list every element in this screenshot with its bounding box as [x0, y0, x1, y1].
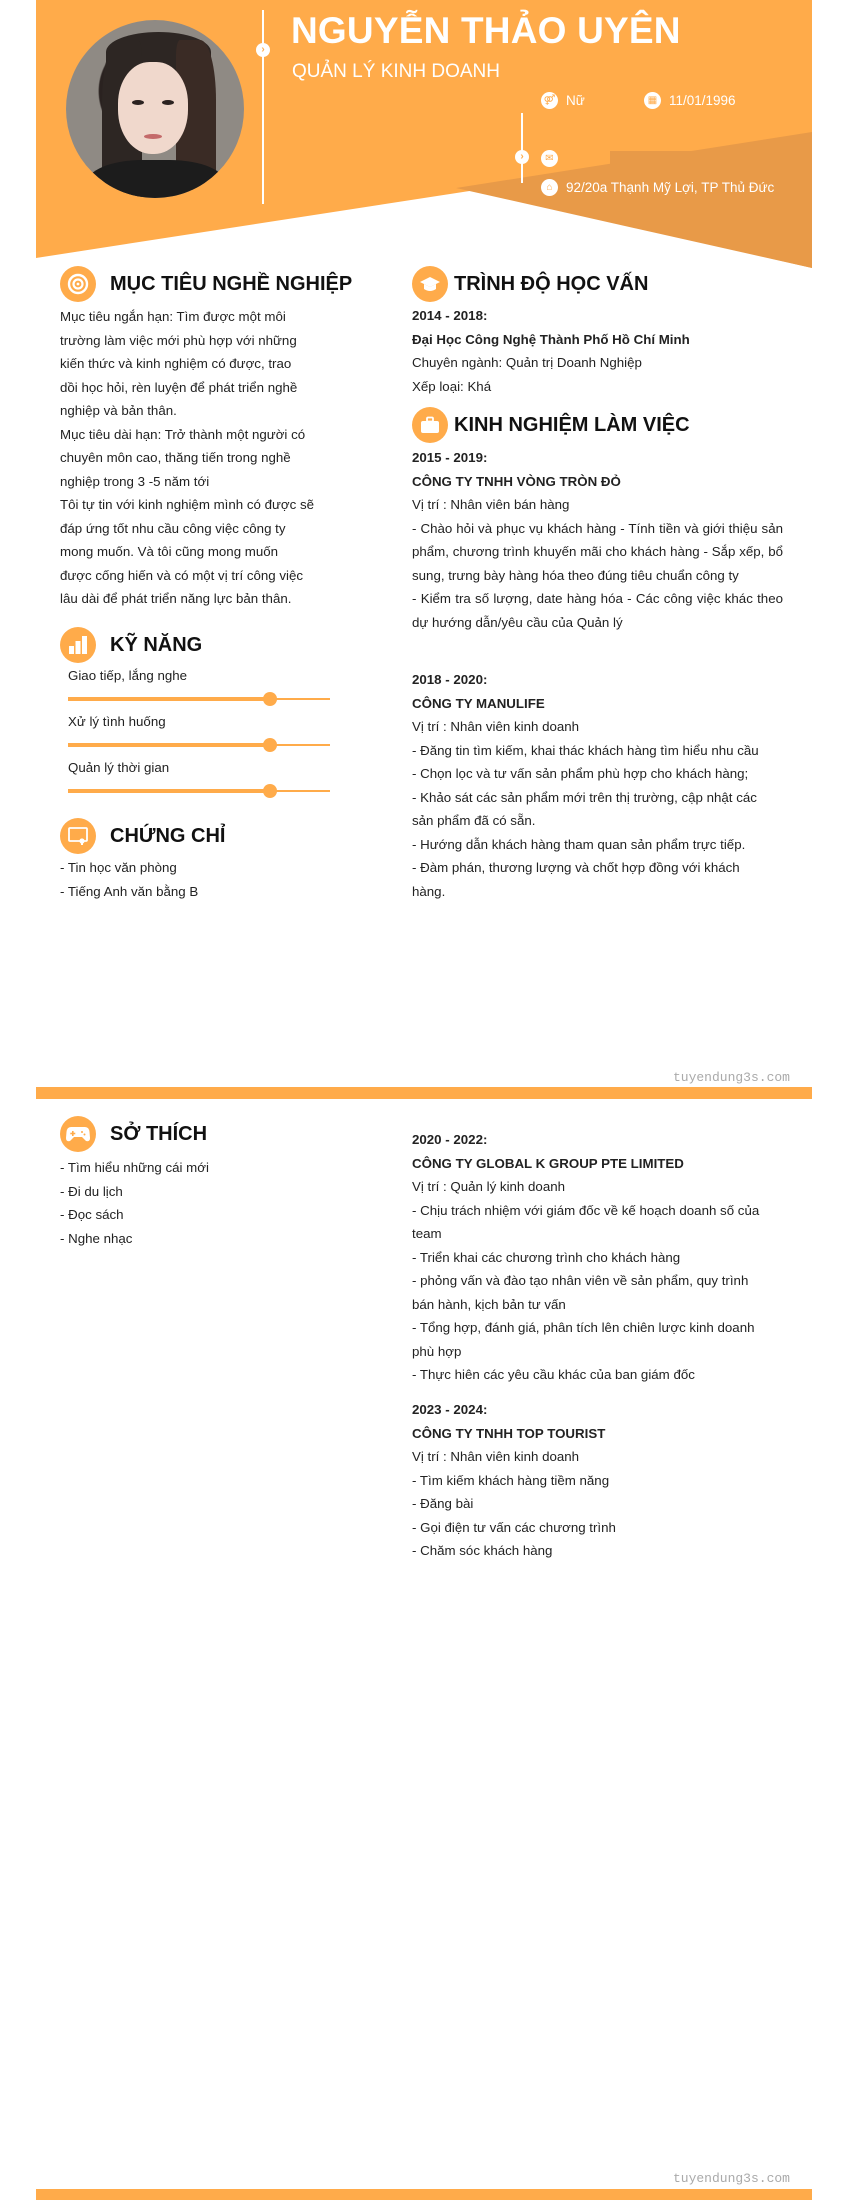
graduation-cap-icon — [412, 266, 448, 302]
target-icon — [60, 266, 96, 302]
calendar-icon: ▦ — [644, 92, 661, 109]
job-duty: - Chọn lọc và tư vấn sản phẩm phù hợp cho khách hàng; — [412, 766, 749, 781]
gender-icon: ⚤ — [541, 92, 558, 109]
experience-heading: KINH NGHIỆM LÀM VIỆC — [454, 413, 690, 436]
job-duty: - Gọi điện tư vấn các chương trình — [412, 1519, 616, 1535]
certificate-icon — [60, 818, 96, 854]
avatar — [66, 20, 244, 198]
objective-line: lâu dài để phát triển năng lực bản thân. — [60, 591, 292, 606]
objective-line: được cống hiến và có một vị trí công việc — [60, 567, 304, 583]
objective-line: nghiệp trong 3 -5 năm tới — [60, 473, 210, 489]
certificates-heading: CHỨNG CHỈ — [110, 824, 226, 847]
header-divider-line — [262, 10, 264, 204]
job-duty: - Kiểm tra số lượng, date hàng hóa - Các công việc khác theo dự hướng dẫn/yêu cầu của Quản lý — [412, 591, 783, 630]
job-duty: - Chào hỏi và phục vụ khách hàng - Tính tiền và giới thiệu sản phẩm, chương trình khuyến mãi cho khách hàng - Sắp xếp, bổ sung, trưng bày hàng hóa theo đúng tiêu chuẩn công ty — [412, 520, 783, 583]
cv-page-1 — [36, 0, 812, 1100]
address-info — [541, 179, 774, 196]
skill-knob — [263, 784, 277, 798]
candidate-job-title: QUẢN LÝ KINH DOANH — [292, 61, 500, 82]
hobbies-heading: SỞ THÍCH — [110, 1122, 208, 1145]
objective-line: đáp ứng tốt nhu cầu công việc công ty — [60, 520, 286, 536]
bar-chart-icon — [60, 627, 96, 663]
job-duty: - Chịu trách nhiệm với giám đốc về kế hoạch doanh số của team — [412, 1202, 760, 1241]
hobbies-list — [60, 1156, 350, 1250]
job-period: 2018 - 2020: — [412, 672, 488, 687]
home-icon: ⌂ — [541, 179, 558, 196]
certificate-item: - Tiếng Anh văn bằng B — [60, 883, 199, 899]
watermark: tuyendung3s.com — [672, 2171, 790, 2186]
job-position: Vị trí : Nhân viên kinh doanh — [412, 719, 580, 734]
skill-bar — [68, 784, 330, 798]
skill-item — [68, 668, 330, 706]
job-position: Vị trí : Nhân viên bán hàng — [412, 497, 570, 512]
job-period: 2015 - 2019: — [412, 450, 488, 465]
birthdate-info — [644, 92, 736, 109]
email-info — [541, 150, 566, 167]
chevron-right-icon: › — [515, 150, 529, 164]
job-position: Vị trí : Nhân viên kinh doanh — [412, 1449, 580, 1464]
certificate-item: - Tin học văn phòng — [60, 860, 177, 875]
objective-line: Tôi tự tin với kinh nghiệm mình có được sẽ — [60, 497, 314, 512]
email-redaction — [610, 151, 768, 165]
section-title-hobbies — [60, 1116, 207, 1152]
hobby-item: - Tìm hiểu những cái mới — [60, 1160, 209, 1175]
job-duty: - Tìm kiếm khách hàng tiềm năng — [412, 1472, 610, 1488]
experience-job — [412, 1128, 772, 1387]
cv-header — [36, 0, 812, 270]
skill-knob — [263, 738, 277, 752]
experience-job — [412, 668, 772, 903]
job-duty: - Triển khai các chương trình cho khách hàng — [412, 1249, 681, 1265]
envelope-icon: ✉ — [541, 150, 558, 167]
education-grade: Xếp loại: Khá — [412, 378, 492, 394]
gamepad-icon — [60, 1116, 96, 1152]
objective-heading: MỤC TIÊU NGHỀ NGHIỆP — [110, 272, 353, 295]
job-company: CÔNG TY TNHH TOP TOURIST — [412, 1425, 606, 1441]
job-period: 2023 - 2024: — [412, 1402, 488, 1417]
job-company: CÔNG TY GLOBAL K GROUP PTE LIMITED — [412, 1155, 684, 1171]
chevron-right-icon: › — [256, 43, 270, 57]
page-footer-bar — [36, 1087, 812, 1099]
objective-line: dồi học hỏi, rèn luyện để phát triển nghề — [60, 379, 298, 395]
job-duty: - Thực hiên các yêu cầu khác của ban giám đốc — [412, 1367, 695, 1382]
job-company: CÔNG TY TNHH VÒNG TRÒN ĐỎ — [412, 473, 621, 489]
skill-bar — [68, 738, 330, 752]
objective-text — [60, 305, 350, 611]
education-major: Chuyên ngành: Quản trị Doanh Nghiệp — [412, 355, 642, 370]
job-duty: - Đăng bài — [412, 1496, 474, 1511]
hobby-item: - Nghe nhạc — [60, 1230, 133, 1246]
objective-line: nghiệp và bản thân. — [60, 403, 177, 418]
job-duty: - Chăm sóc khách hàng — [412, 1543, 553, 1558]
objective-line: chuyên môn cao, thăng tiến trong nghề — [60, 450, 291, 465]
job-duty: - Khảo sát các sản phẩm mới trên thị trường, cập nhật các sản phẩm đã có sẵn. — [412, 789, 757, 828]
section-title-education — [412, 266, 648, 302]
objective-line: trường làm việc mới phù hợp với những — [60, 332, 297, 348]
briefcase-icon — [412, 407, 448, 443]
contact-divider-line — [521, 113, 523, 183]
job-position: Vị trí : Quản lý kinh doanh — [412, 1179, 565, 1194]
objective-line: Mục tiêu ngắn hạn: Tìm được một môi — [60, 309, 286, 324]
objective-line: mong muốn. Và tôi cũng mong muốn — [60, 544, 279, 559]
section-title-certificates — [60, 818, 225, 854]
hobby-item: - Đi du lịch — [60, 1183, 123, 1199]
page-footer-bar — [36, 2189, 812, 2200]
experience-job — [412, 1398, 772, 1563]
job-duty: - Đàm phán, thương lượng và chốt hợp đồng với khách hàng. — [412, 860, 740, 899]
education-details — [412, 304, 792, 398]
watermark: tuyendung3s.com — [672, 1070, 790, 1085]
address-value: 92/20a Thạnh Mỹ Lợi, TP Thủ Đức — [566, 180, 775, 195]
skill-label: Quản lý thời gian — [68, 760, 170, 775]
skill-knob — [263, 692, 277, 706]
skills-heading: KỸ NĂNG — [110, 633, 203, 656]
skill-bar — [68, 692, 330, 706]
education-school: Đại Học Công Nghệ Thành Phố Hồ Chí Minh — [412, 331, 690, 347]
gender-value: Nữ — [566, 93, 585, 108]
section-title-experience — [412, 407, 690, 443]
skill-item — [68, 714, 330, 752]
education-heading: TRÌNH ĐỘ HỌC VẤN — [454, 272, 649, 295]
birthdate-value: 11/01/1996 — [669, 93, 736, 108]
job-duty: - Hướng dẫn khách hàng tham quan sản phẩm trực tiếp. — [412, 836, 746, 852]
job-period: 2020 - 2022: — [412, 1132, 488, 1147]
job-duty: - Đăng tin tìm kiếm, khai thác khách hàng tìm hiểu nhu cầu — [412, 742, 759, 758]
experience-job — [412, 446, 783, 634]
section-title-objective — [60, 266, 352, 302]
certificates-list — [60, 856, 350, 903]
skill-label: Xử lý tình huống — [68, 714, 166, 729]
candidate-name: NGUYỄN THẢO UYÊN — [291, 10, 681, 51]
section-title-skills — [60, 627, 202, 663]
skill-item — [68, 760, 330, 798]
gender-info — [541, 92, 585, 109]
objective-line: Mục tiêu dài hạn: Trở thành một người có — [60, 426, 306, 442]
objective-line: kiến thức và kinh nghiệm có được, trao — [60, 356, 292, 371]
education-period: 2014 - 2018: — [412, 308, 488, 323]
skill-label: Giao tiếp, lắng nghe — [68, 668, 188, 683]
hobby-item: - Đọc sách — [60, 1207, 124, 1222]
job-duty: - Tổng hợp, đánh giá, phân tích lên chiên lược kinh doanh phù hợp — [412, 1320, 755, 1359]
cv-page-2 — [36, 1100, 812, 2200]
job-company: CÔNG TY MANULIFE — [412, 695, 545, 711]
job-duty: - phỏng vấn và đào tạo nhân viên về sản phẩm, quy trình bán hành, kịch bản tư vấn — [412, 1273, 749, 1312]
